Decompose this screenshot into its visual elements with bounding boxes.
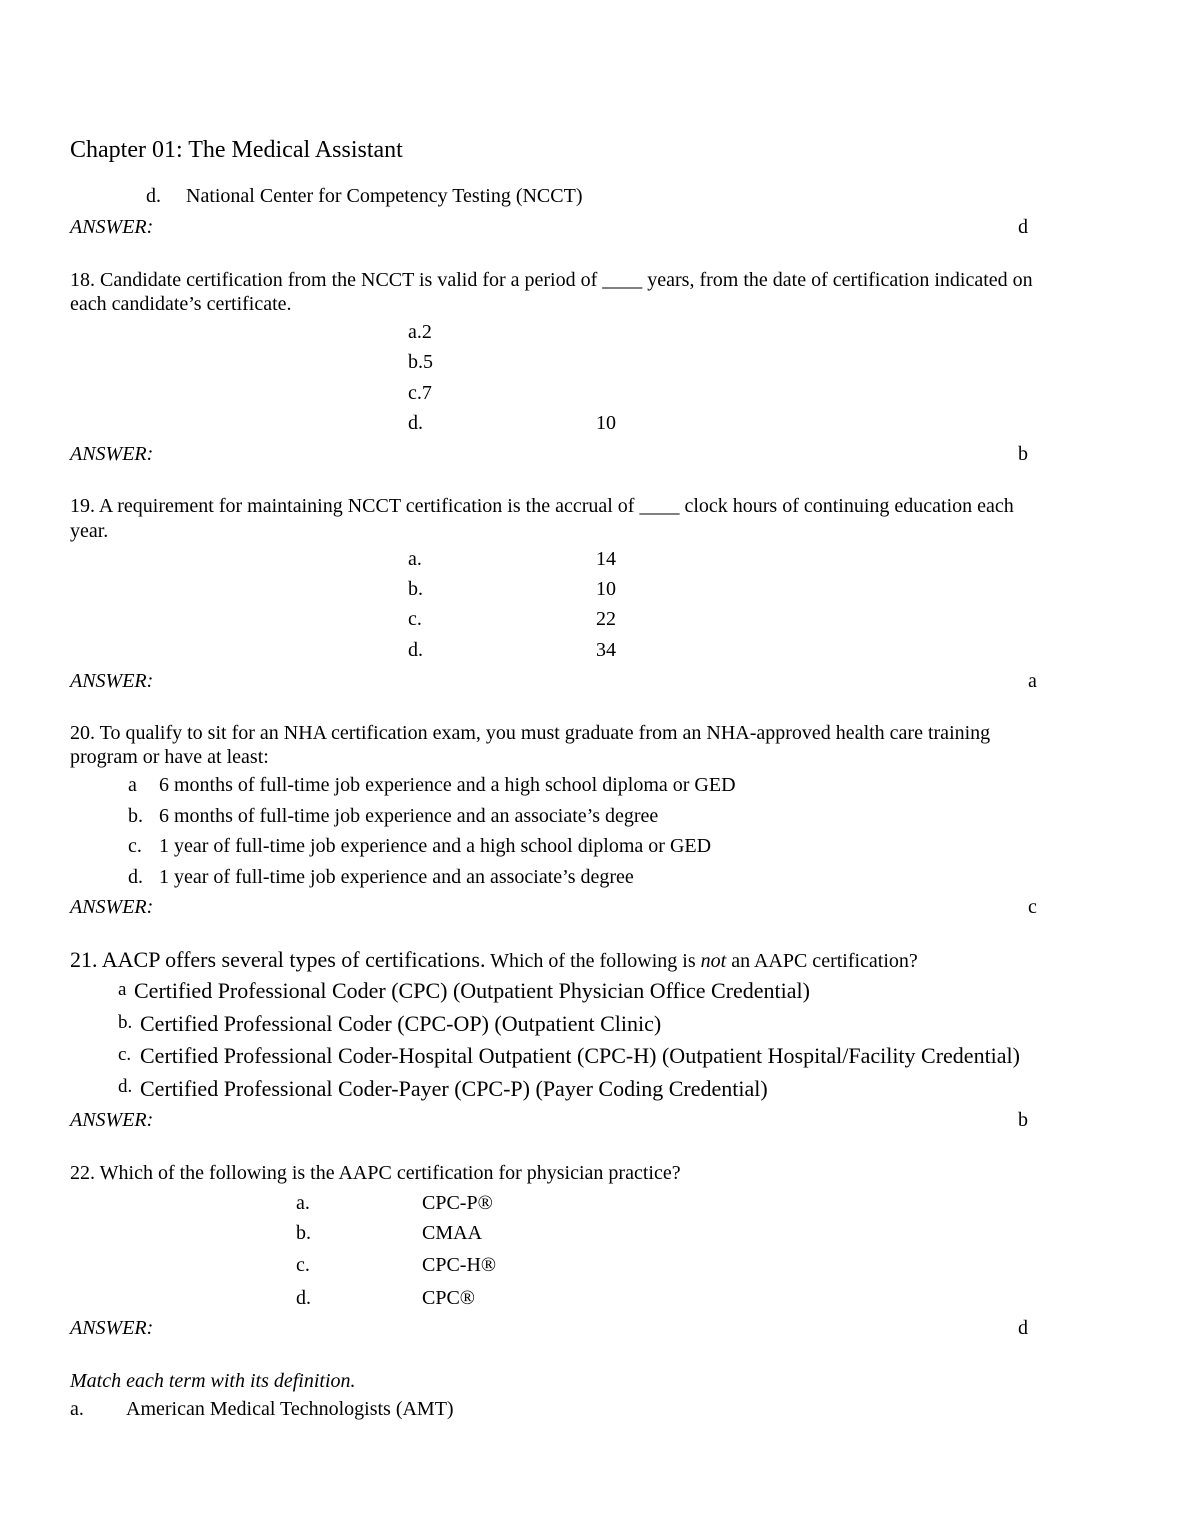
question-21-middle: Which of the following is [485, 950, 701, 972]
answer-value: c [1028, 896, 1037, 918]
answer-value: d [1018, 216, 1028, 238]
question-21-emphasis: not [700, 950, 727, 972]
option-text: 22 [596, 608, 616, 630]
answer-label: ANSWER: [70, 216, 154, 238]
answer-value: b [1018, 1109, 1028, 1131]
answer-value: b [1018, 443, 1028, 465]
option-text: 10 [596, 412, 616, 434]
question-22-text: 22. Which of the following is the AAPC certification for physician practice? [70, 1162, 681, 1184]
answer-label: ANSWER: [70, 1317, 154, 1339]
option-letter: d. [118, 1076, 133, 1097]
option-letter: c. [296, 1254, 310, 1276]
matching-instruction: Match each term with its definition. [70, 1370, 356, 1392]
question-21-prefix: 21. AACP offers several types of certifications. [70, 947, 486, 972]
answer-value: a [1028, 670, 1037, 692]
option-text: Certified Professional Coder (CPC) (Outpatient Physician Office Credential) [134, 978, 810, 1003]
option-letter: a [128, 774, 137, 796]
option-letter: d. [296, 1287, 311, 1309]
option-text: 1 year of full-time job experience and a high school diploma or GED [159, 835, 712, 857]
option-letter: a [118, 979, 127, 1000]
question-21-text [70, 948, 918, 973]
option-text: National Center for Competency Testing (NCCT) [186, 185, 583, 207]
question-18-text: 18. Candidate certification from the NCCT is valid for a period of ____ years, from the date of certification indicated on [70, 269, 1033, 291]
option-letter: d. [408, 412, 423, 434]
option-letter: c. [408, 608, 422, 630]
option-text: 1 year of full-time job experience and an associate’s degree [159, 866, 634, 888]
answer-label: ANSWER: [70, 443, 154, 465]
question-20-text-cont: program or have at least: [70, 746, 269, 768]
option-text: 6 months of full-time job experience and a high school diploma or GED [159, 774, 736, 796]
option: a.2 [408, 321, 432, 343]
option-text: 10 [596, 578, 616, 600]
option-text: Certified Professional Coder-Payer (CPC-P) (Payer Coding Credential) [140, 1076, 768, 1101]
page-title: Chapter 01: The Medical Assistant [70, 137, 403, 163]
answer-value: d [1018, 1317, 1028, 1339]
option-text: CMAA [422, 1222, 483, 1244]
option-letter: d. [146, 185, 161, 207]
option-text: CPC® [422, 1287, 475, 1309]
question-18-text-cont: each candidate’s certificate. [70, 293, 292, 315]
answer-label: ANSWER: [70, 1109, 154, 1131]
option-letter: c. [118, 1044, 132, 1065]
question-20-text: 20. To qualify to sit for an NHA certification exam, you must graduate from an NHA-approved health care training [70, 722, 991, 744]
option: b.5 [408, 351, 433, 373]
option-letter: c. [128, 835, 142, 857]
answer-label: ANSWER: [70, 896, 154, 918]
option-letter: b. [408, 578, 423, 600]
option-letter: d. [128, 866, 143, 888]
question-21-suffix: an AAPC certification? [726, 950, 918, 972]
option-letter: a. [296, 1192, 310, 1214]
term-letter: a. [70, 1398, 84, 1420]
option-text: Certified Professional Coder (CPC-OP) (Outpatient Clinic) [140, 1011, 662, 1036]
answer-label: ANSWER: [70, 670, 154, 692]
option-text: CPC-P® [422, 1192, 493, 1214]
option-letter: b. [128, 805, 143, 827]
option: c.7 [408, 382, 432, 404]
option-letter: b. [118, 1012, 133, 1033]
question-19-text-cont: year. [70, 520, 109, 542]
term-text: American Medical Technologists (AMT) [126, 1398, 454, 1420]
option-text: Certified Professional Coder-Hospital Outpatient (CPC-H) (Outpatient Hospital/Facility Credential) [140, 1043, 1020, 1068]
option-text: 6 months of full-time job experience and an associate’s degree [159, 805, 659, 827]
question-19-text: 19. A requirement for maintaining NCCT certification is the accrual of ____ clock hours of continuing education each [70, 495, 1014, 517]
option-letter: b. [296, 1222, 311, 1244]
option-text: 14 [596, 548, 616, 570]
option-letter: a. [408, 548, 422, 570]
option-letter: d. [408, 639, 423, 661]
option-text: 34 [596, 639, 616, 661]
option-text: CPC-H® [422, 1254, 497, 1276]
